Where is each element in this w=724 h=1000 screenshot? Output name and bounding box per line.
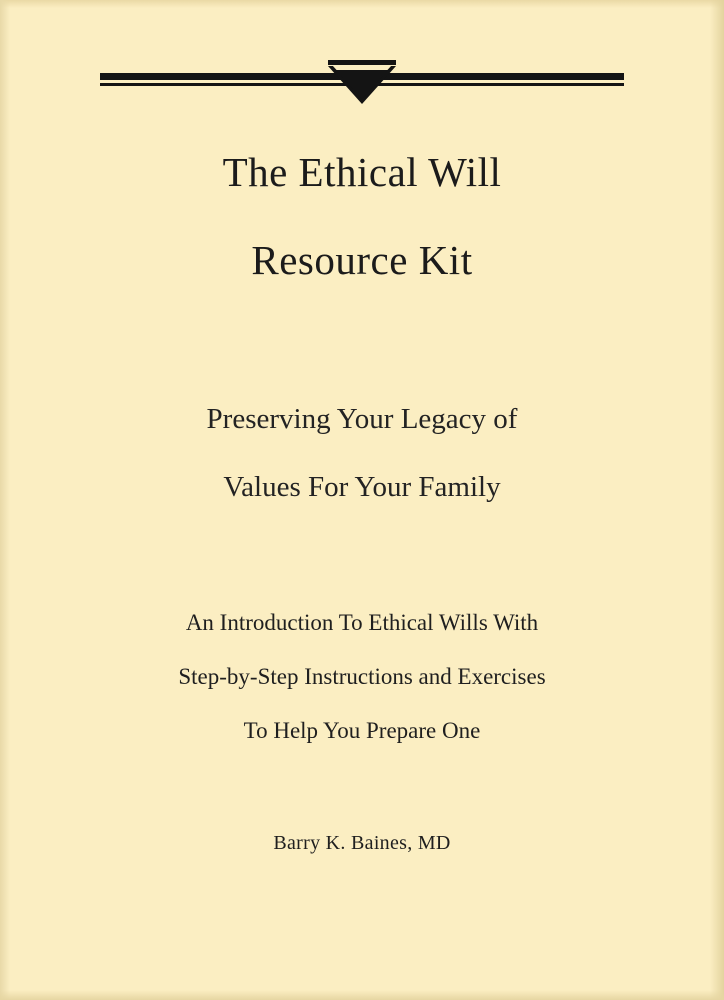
description-line-2: Step-by-Step Instructions and Exercises (178, 664, 546, 689)
horizontal-rule-with-down-triangle-icon (100, 58, 624, 106)
subtitle-line-2: Values For Your Family (223, 471, 501, 503)
title-line-1: The Ethical Will (222, 149, 502, 195)
ornament-divider (100, 58, 624, 106)
author-block (0, 832, 724, 855)
subtitle-block (0, 385, 724, 521)
subtitle-line-1: Preserving Your Legacy of (206, 403, 518, 435)
author-name: Barry K. Baines, MD (273, 832, 451, 854)
title-line-2: Resource Kit (251, 237, 473, 283)
description-block (0, 596, 724, 758)
page-edge-bottom-shading (0, 990, 724, 1000)
page-edge-top-shading (0, 0, 724, 8)
description-line-3: To Help You Prepare One (243, 718, 481, 743)
title-block (0, 128, 724, 304)
description-line-1: An Introduction To Ethical Wills With (185, 610, 539, 635)
